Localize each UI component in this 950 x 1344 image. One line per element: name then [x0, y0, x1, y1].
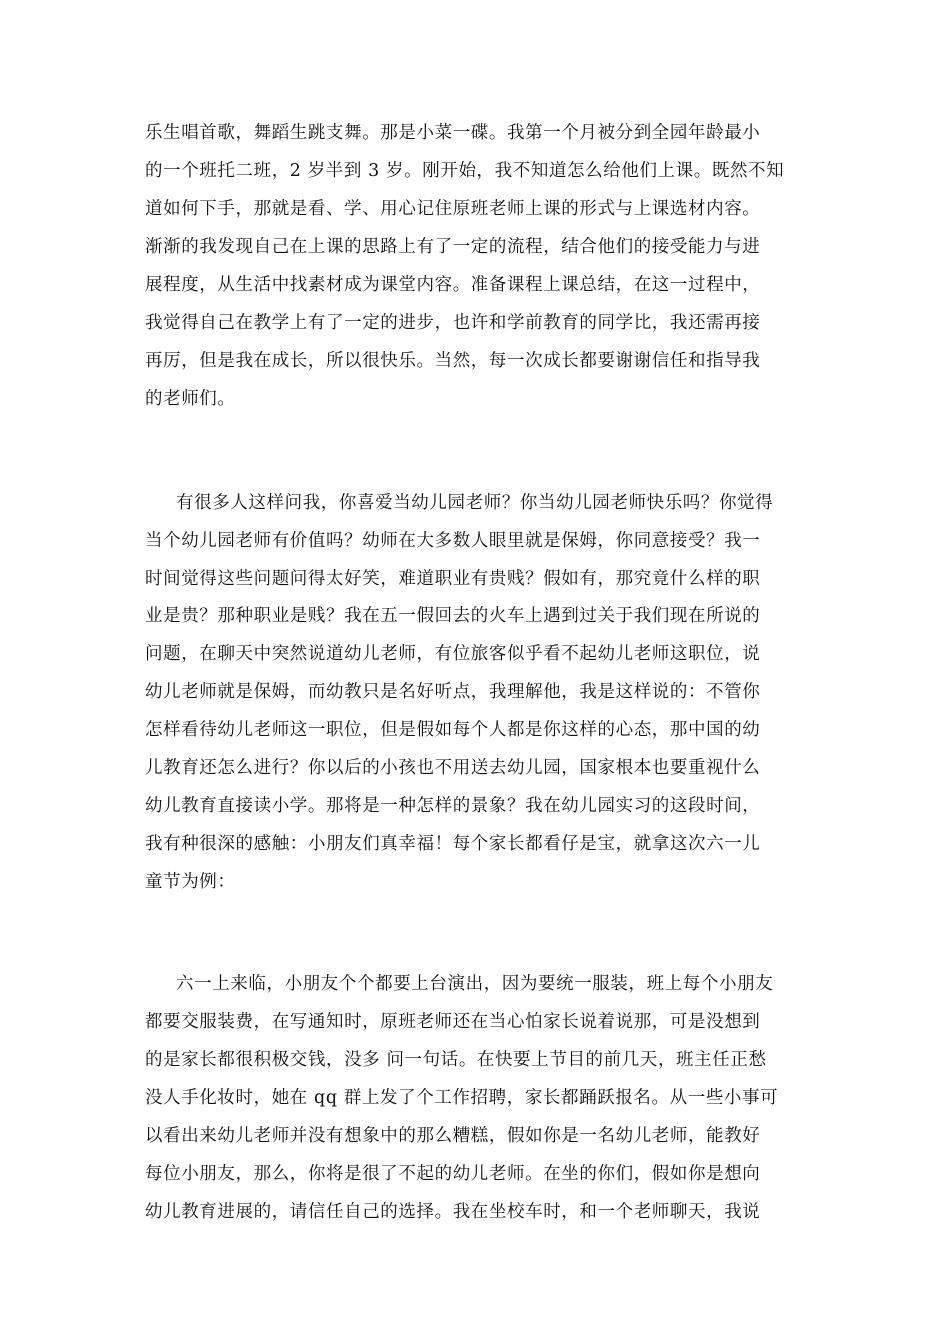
- text-line: 的老师们。: [145, 389, 236, 409]
- text-line: 有很多人这样问我，你喜爱当幼儿园老师？你当幼儿园老师快乐吗？你觉得: [176, 493, 774, 513]
- text-line: 六一上来临，小朋友个个都要上台演出，因为要统一服装，班上每个小朋友: [176, 974, 774, 994]
- text-line: 问题，在聊天中突然说道幼儿老师，有位旅客似乎看不起幼儿老师这职位，说: [145, 644, 761, 664]
- text-line: 怎样看待幼儿老师这一职位，但是假如每个人都是你这样的心态，那中国的幼: [145, 720, 761, 740]
- text-line: 展程度，从生活中找素材成为课堂内容。准备课程上课总结，在这一过程中，: [145, 275, 761, 295]
- text-line: 当个幼儿园老师有价值吗？幼师在大多数人眼里就是保姆，你同意接受？我一: [145, 531, 761, 551]
- text-line: 我有种很深的感触：小朋友们真幸福！每个家长都看仔是宝，就拿这次六一儿: [145, 834, 761, 854]
- text-line: 幼儿老师就是保姆，而幼教只是名好听点，我理解他，我是这样说的：不管你: [145, 682, 761, 702]
- text-line: 再厉，但是我在成长，所以很快乐。当然，每一次成长都要谢谢信任和指导我: [145, 351, 761, 371]
- text-line: 童节为例：: [145, 872, 236, 892]
- text-line: 我觉得自己在教学上有了一定的进步，也许和学前教育的同学比，我还需再接: [145, 313, 761, 333]
- text-line: 渐渐的我发现自己在上课的思路上有了一定的流程，结合他们的接受能力与进: [145, 237, 761, 257]
- text-line: 的是家长都很积极交钱，没多 问一句话。在快要上节目的前几天，班主任正愁: [145, 1050, 767, 1070]
- text-line: 的一个班托二班，2 岁半到 3 岁。刚开始，我不知道怎么给他们上课。既然不知: [145, 161, 785, 181]
- text-line: 没人手化妆时，她在 qq 群上发了个工作招聘，家长都踊跃报名。从一些小事可: [145, 1088, 779, 1108]
- text-line: 幼儿教育进展的，请信任自己的选择。我在坐校车时，和一个老师聊天，我说: [145, 1202, 761, 1222]
- text-line: 乐生唱首歌，舞蹈生跳支舞。那是小菜一碟。我第一个月被分到全园年龄最小: [145, 123, 761, 143]
- text-line: 道如何下手，那就是看、学、用心记住原班老师上课的形式与上课选材内容。: [145, 199, 761, 219]
- text-line: 业是贵？那种职业是贱？我在五一假回去的火车上遇到过关于我们现在所说的: [145, 606, 761, 626]
- text-line: 幼儿教育直接读小学。那将是一种怎样的景象？我在幼儿园实习的这段时间，: [145, 796, 761, 816]
- text-line: 儿教育还怎么进行？你以后的小孩也不用送去幼儿园，国家根本也要重视什么: [145, 758, 761, 778]
- text-line: 以看出来幼儿老师并没有想象中的那么糟糕，假如你是一名幼儿老师，能教好: [145, 1126, 761, 1146]
- text-line: 都要交服装费，在写通知时，原班老师还在当心怕家长说着说那，可是没想到: [145, 1012, 761, 1032]
- text-line: 每位小朋友，那么，你将是很了不起的幼儿老师。在坐的你们，假如你是想向: [145, 1164, 761, 1184]
- text-line: 时间觉得这些问题问得太好笑，难道职业有贵贱？假如有，那究竟什么样的职: [145, 569, 761, 589]
